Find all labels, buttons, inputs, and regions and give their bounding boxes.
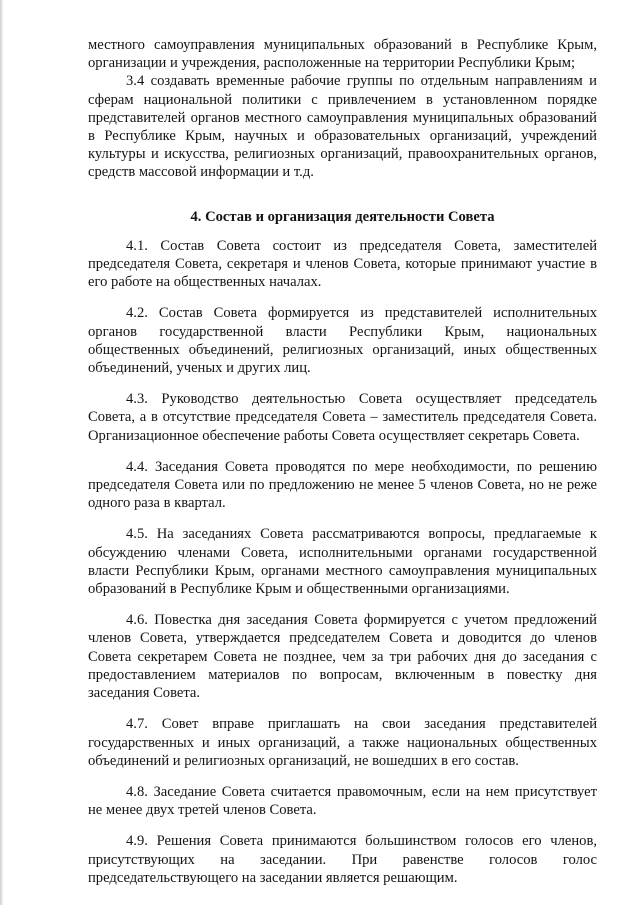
document-body	[88, 36, 597, 887]
clause-4-8: 4.8. Заседание Совета считается правомочным, если на нем присутствует не менее двух третей членов Совета.	[88, 783, 597, 819]
clause-4-7: 4.7. Совет вправе приглашать на свои заседания представителей государственных и иных организаций, а также национальных общественных объединений и религиозных организаций, не вошедших в его состав.	[88, 716, 597, 769]
clause-4-9: 4.9. Решения Совета принимаются большинством голосов его членов, присутствующих на заседании. При равенстве голосов голос председательствующего на заседании является решающим.	[88, 833, 597, 886]
clause-4-6: 4.6. Повестка дня заседания Совета формируется с учетом предложений членов Совета, утверждается председателем Совета и доводится до членов Совета секретарем Совета не позднее, чем за три рабочих дня до заседания с предоставлением материалов по вопросам, включенным в повестку дня заседания Совета.	[88, 612, 597, 702]
clause-4-4: 4.4. Заседания Совета проводятся по мере необходимости, по решению председателя Совета или по предложению не менее 5 членов Совета, но не реже одного раза в квартал.	[88, 458, 597, 512]
clause-4-2: 4.2. Состав Совета формируется из представителей исполнительных органов государственной власти Республики Крым, национальных общественных объединений, религиозных организаций, иных общественных объединений, ученых и других лиц.	[88, 305, 597, 377]
paragraph-3-4: 3.4 создавать временные рабочие группы по отдельным направлениям и сферам национальной политики с привлечением в установленном порядке представителей органов местного самоуправления муниципальных образований в Республике Крым, научных и образовательных организаций, учреждений культуры и искусства, религиозных организаций, правоохранительных органов, средств массовой информации и т.д.	[88, 73, 597, 181]
clause-4-5: 4.5. На заседаниях Совета рассматриваются вопросы, предлагаемые к обсуждению членами Совета, исполнительными органами государственной власти Республики Крым, органами местного самоуправления муниципальных образований в Республике Крым и общественными организациями.	[88, 526, 597, 598]
page-edge-shadow	[0, 0, 3, 905]
clause-4-3: 4.3. Руководство деятельностью Совета осуществляет председатель Совета, а в отсутствие председателя Совета – заместитель председателя Совета. Организационное обеспечение работы Совета осуществляет секретарь Совета.	[88, 391, 597, 444]
clause-4-1: 4.1. Состав Совета состоит из председателя Совета, заместителей председателя Совета, секретаря и членов Совета, которые принимают участие в его работе на общественных началах.	[88, 237, 597, 291]
section-heading: 4. Состав и организация деятельности Совета	[190, 208, 495, 225]
paragraph-continuation: местного самоуправления муниципальных образований в Республике Крым, организации и учреждения, расположенные на территории Республики Крым;	[88, 37, 597, 72]
